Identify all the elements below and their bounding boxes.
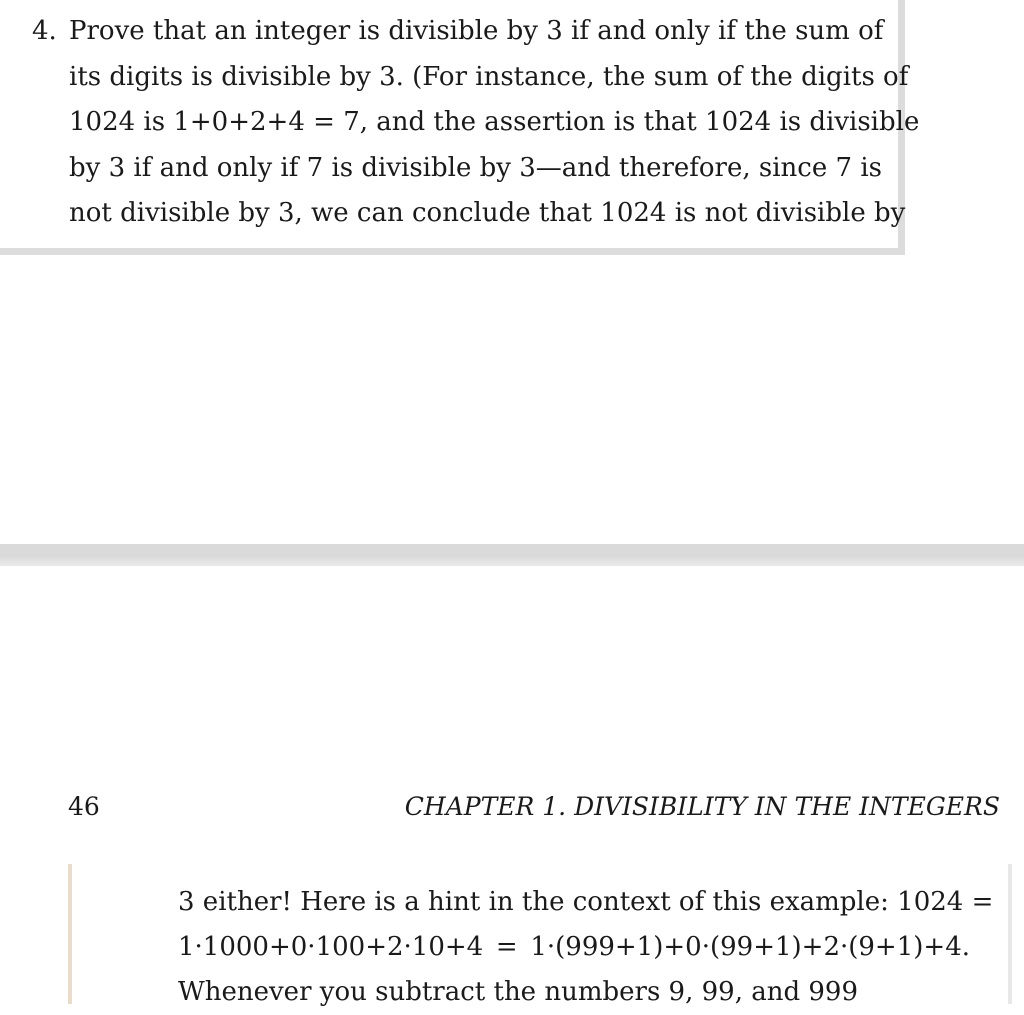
exercise-line-5: not divisible by 3, we can conclude that 1024 is not divisible by — [69, 198, 906, 228]
continuation-line-2: 1·1000+0·100+2·10+4 = 1·(999+1)+0·(99+1)+2·(9+1)+4. — [178, 932, 970, 962]
chapter-running-head: CHAPTER 1. DIVISIBILITY IN THE INTEGERS — [404, 792, 1000, 821]
exercise-line-3: 1024 is 1+0+2+4 = 7, and the assertion is that 1024 is divisible — [69, 107, 920, 137]
page-number: 46 — [68, 792, 100, 821]
exercise-number: 4. — [32, 16, 57, 46]
exercise-continuation — [178, 880, 994, 1007]
continuation-line-1: 3 either! Here is a hint in the context of this example: 1024 = — [178, 887, 994, 917]
exercise-line-2: its digits is divisible by 3. (For instance, the sum of the digits of — [69, 61, 909, 92]
page-separator — [0, 544, 1024, 566]
exercise-line-1: Prove that an integer is divisible by 3 if and only if the sum of — [69, 16, 884, 46]
continuation-excerpt-card — [68, 864, 1012, 1007]
problem-excerpt-card — [0, 0, 920, 255]
exercise-4 — [32, 9, 920, 237]
continuation-line-3-cropped: Whenever you subtract the numbers 9, 99, and 999 — [178, 977, 859, 1007]
exercise-line-4: by 3 if and only if 7 is divisible by 3—and therefore, since 7 is — [69, 152, 882, 183]
